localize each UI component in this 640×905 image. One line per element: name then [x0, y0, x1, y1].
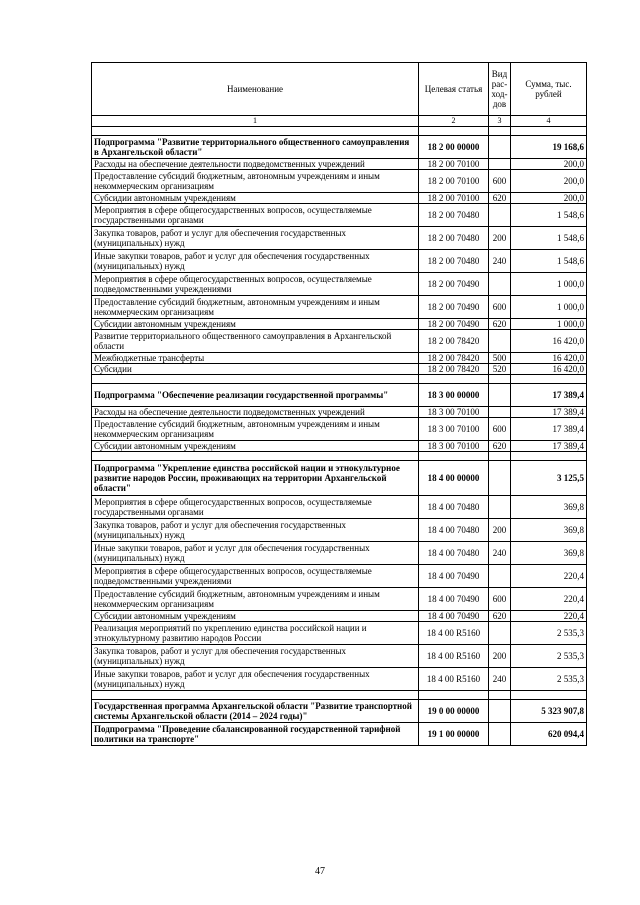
table-row [92, 519, 587, 542]
row-code: 18 2 00 70480 [419, 227, 489, 250]
table-row [92, 204, 587, 227]
row-sum: 2 535,3 [511, 622, 587, 645]
table-row [92, 193, 587, 204]
row-code: 18 2 00 70490 [419, 296, 489, 319]
row-expense-type: 600 [489, 418, 511, 441]
table-row [92, 159, 587, 170]
row-name: Расходы на обеспечение деятельности подведомственных учреждений [92, 407, 419, 418]
row-name: Закупка товаров, работ и услуг для обеспечения государственных (муниципальных) нужд [92, 519, 419, 542]
row-name: Подпрограмма "Проведение сбалансированной государственной тарифной политики на транспорте" [92, 723, 419, 746]
row-sum: 3 125,5 [511, 461, 587, 496]
row-name: Мероприятия в сфере общегосударственных вопросов, осуществляемые подведомственными учреждениями [92, 565, 419, 588]
row-expense-type: 520 [489, 364, 511, 375]
row-code: 18 4 00 70480 [419, 542, 489, 565]
row-code: 18 4 00 R5160 [419, 622, 489, 645]
row-code: 18 2 00 78420 [419, 330, 489, 353]
row-sum: 1 000,0 [511, 319, 587, 330]
row-code: 18 3 00 00000 [419, 384, 489, 407]
table-row [92, 330, 587, 353]
row-sum: 2 535,3 [511, 645, 587, 668]
row-sum: 1 000,0 [511, 273, 587, 296]
row-name: Мероприятия в сфере общегосударственных вопросов, осуществляемые государственными органами [92, 496, 419, 519]
row-code: 18 2 00 78420 [419, 364, 489, 375]
row-expense-type: 500 [489, 353, 511, 364]
row-code: 18 2 00 70490 [419, 273, 489, 296]
row-name: Субсидии автономным учреждениям [92, 193, 419, 204]
row-expense-type: 200 [489, 645, 511, 668]
row-expense-type: 620 [489, 193, 511, 204]
subprogram-row [92, 461, 587, 496]
row-name: Межбюджетные трансферты [92, 353, 419, 364]
row-name: Иные закупки товаров, работ и услуг для обеспечения государственных (муниципальных) нужд [92, 668, 419, 691]
row-sum: 17 389,4 [511, 407, 587, 418]
row-code: 18 3 00 70100 [419, 441, 489, 452]
row-sum: 1 548,6 [511, 204, 587, 227]
table-row [92, 250, 587, 273]
row-sum: 369,8 [511, 496, 587, 519]
row-code: 18 2 00 70100 [419, 193, 489, 204]
row-sum: 1 548,6 [511, 227, 587, 250]
row-expense-type [489, 461, 511, 496]
header-name: Наименование [92, 63, 419, 116]
row-sum: 16 420,0 [511, 353, 587, 364]
row-expense-type [489, 565, 511, 588]
row-expense-type: 600 [489, 296, 511, 319]
table-row [92, 668, 587, 691]
table-row [92, 611, 587, 622]
table-row [92, 227, 587, 250]
table-row [92, 319, 587, 330]
table-row [92, 296, 587, 319]
row-sum: 1 548,6 [511, 250, 587, 273]
row-sum: 16 420,0 [511, 330, 587, 353]
row-sum: 17 389,4 [511, 418, 587, 441]
spacer-row [92, 452, 587, 461]
row-name: Государственная программа Архангельской области "Развитие транспортной системы Архангельской области (2014 – 2024 годы)" [92, 700, 419, 723]
row-expense-type [489, 622, 511, 645]
table-row [92, 353, 587, 364]
row-name: Субсидии [92, 364, 419, 375]
row-expense-type [489, 723, 511, 746]
row-expense-type: 240 [489, 668, 511, 691]
table-row [92, 364, 587, 375]
table-row [92, 496, 587, 519]
row-name: Иные закупки товаров, работ и услуг для обеспечения государственных (муниципальных) нужд [92, 250, 419, 273]
row-code: 18 4 00 70480 [419, 496, 489, 519]
row-code: 18 4 00 00000 [419, 461, 489, 496]
row-code: 18 2 00 70100 [419, 159, 489, 170]
row-code: 18 4 00 R5160 [419, 668, 489, 691]
row-name: Мероприятия в сфере общегосударственных вопросов, осуществляемые подведомственными учреждениями [92, 273, 419, 296]
column-number: 2 [419, 116, 489, 127]
row-expense-type: 240 [489, 250, 511, 273]
row-sum: 220,4 [511, 565, 587, 588]
row-code: 18 4 00 70490 [419, 565, 489, 588]
row-code: 18 2 00 70480 [419, 204, 489, 227]
table-row [92, 622, 587, 645]
table-row [92, 645, 587, 668]
row-expense-type: 200 [489, 227, 511, 250]
row-expense-type: 620 [489, 611, 511, 622]
table-row [92, 170, 587, 193]
row-sum: 17 389,4 [511, 384, 587, 407]
row-sum: 19 168,6 [511, 136, 587, 159]
row-name: Подпрограмма "Развитие территориального общественного самоуправления в Архангельской области" [92, 136, 419, 159]
subprogram-row [92, 136, 587, 159]
row-code: 18 4 00 70490 [419, 588, 489, 611]
spacer-row [92, 691, 587, 700]
row-code: 19 0 00 00000 [419, 700, 489, 723]
row-name: Подпрограмма "Обеспечение реализации государственной программы" [92, 384, 419, 407]
row-expense-type [489, 384, 511, 407]
row-code: 18 4 00 70490 [419, 611, 489, 622]
row-name: Субсидии автономным учреждениям [92, 441, 419, 452]
row-name: Предоставление субсидий бюджетным, автономным учреждениям и иным некоммерческим организациям [92, 418, 419, 441]
row-sum: 200,0 [511, 170, 587, 193]
row-sum: 2 535,3 [511, 668, 587, 691]
table-row [92, 565, 587, 588]
table-row [92, 588, 587, 611]
row-expense-type [489, 273, 511, 296]
row-expense-type [489, 700, 511, 723]
row-sum: 620 094,4 [511, 723, 587, 746]
row-code: 18 4 00 70480 [419, 519, 489, 542]
row-name: Развитие территориального общественного самоуправления в Архангельской области [92, 330, 419, 353]
header-expense-type: Вид рас-ход-дов [489, 63, 511, 116]
row-name: Предоставление субсидий бюджетным, автономным учреждениям и иным некоммерческим организациям [92, 588, 419, 611]
row-sum: 1 000,0 [511, 296, 587, 319]
program-row [92, 700, 587, 723]
row-code: 18 3 00 70100 [419, 418, 489, 441]
row-expense-type: 240 [489, 542, 511, 565]
spacer-row [92, 375, 587, 384]
column-number: 1 [92, 116, 419, 127]
row-code: 18 2 00 70100 [419, 170, 489, 193]
subprogram-row [92, 384, 587, 407]
row-name: Подпрограмма "Укрепление единства российской нации и этнокультурное развитие народов России, проживающих на территории Архангельской области" [92, 461, 419, 496]
row-sum: 5 323 907,8 [511, 700, 587, 723]
row-name: Реализация мероприятий по укреплению единства российской нации и этнокультурному развитию народов России [92, 622, 419, 645]
row-name: Расходы на обеспечение деятельности подведомственных учреждений [92, 159, 419, 170]
row-name: Закупка товаров, работ и услуг для обеспечения государственных (муниципальных) нужд [92, 227, 419, 250]
subprogram-row [92, 723, 587, 746]
header-code: Целевая статья [419, 63, 489, 116]
table-row [92, 542, 587, 565]
table-row [92, 273, 587, 296]
row-sum: 17 389,4 [511, 441, 587, 452]
column-number-row [92, 116, 587, 127]
row-code: 19 1 00 00000 [419, 723, 489, 746]
row-code: 18 2 00 00000 [419, 136, 489, 159]
row-code: 18 2 00 78420 [419, 353, 489, 364]
row-expense-type: 620 [489, 441, 511, 452]
row-expense-type: 620 [489, 319, 511, 330]
row-expense-type: 600 [489, 588, 511, 611]
table-row [92, 407, 587, 418]
row-code: 18 4 00 R5160 [419, 645, 489, 668]
row-code: 18 2 00 70490 [419, 319, 489, 330]
row-expense-type [489, 159, 511, 170]
row-name: Предоставление субсидий бюджетным, автономным учреждениям и иным некоммерческим организациям [92, 170, 419, 193]
row-expense-type [489, 496, 511, 519]
row-code: 18 2 00 70480 [419, 250, 489, 273]
column-number: 3 [489, 116, 511, 127]
row-expense-type [489, 330, 511, 353]
column-number: 4 [511, 116, 587, 127]
row-name: Закупка товаров, работ и услуг для обеспечения государственных (муниципальных) нужд [92, 645, 419, 668]
header-row [92, 63, 587, 116]
row-expense-type [489, 136, 511, 159]
row-name: Субсидии автономным учреждениям [92, 319, 419, 330]
row-name: Иные закупки товаров, работ и услуг для обеспечения государственных (муниципальных) нужд [92, 542, 419, 565]
row-expense-type: 200 [489, 519, 511, 542]
row-name: Субсидии автономным учреждениям [92, 611, 419, 622]
spacer-row [92, 127, 587, 136]
budget-table [91, 62, 587, 746]
table-row [92, 418, 587, 441]
row-sum: 200,0 [511, 193, 587, 204]
row-code: 18 3 00 70100 [419, 407, 489, 418]
row-expense-type [489, 407, 511, 418]
row-sum: 220,4 [511, 588, 587, 611]
row-expense-type [489, 204, 511, 227]
row-sum: 369,8 [511, 519, 587, 542]
row-expense-type: 600 [489, 170, 511, 193]
row-sum: 16 420,0 [511, 364, 587, 375]
row-sum: 369,8 [511, 542, 587, 565]
table-row [92, 441, 587, 452]
page-number: 47 [315, 866, 325, 877]
row-sum: 200,0 [511, 159, 587, 170]
header-sum: Сумма, тыс. рублей [511, 63, 587, 116]
row-name: Предоставление субсидий бюджетным, автономным учреждениям и иным некоммерческим организациям [92, 296, 419, 319]
row-sum: 220,4 [511, 611, 587, 622]
row-name: Мероприятия в сфере общегосударственных вопросов, осуществляемые государственными органами [92, 204, 419, 227]
